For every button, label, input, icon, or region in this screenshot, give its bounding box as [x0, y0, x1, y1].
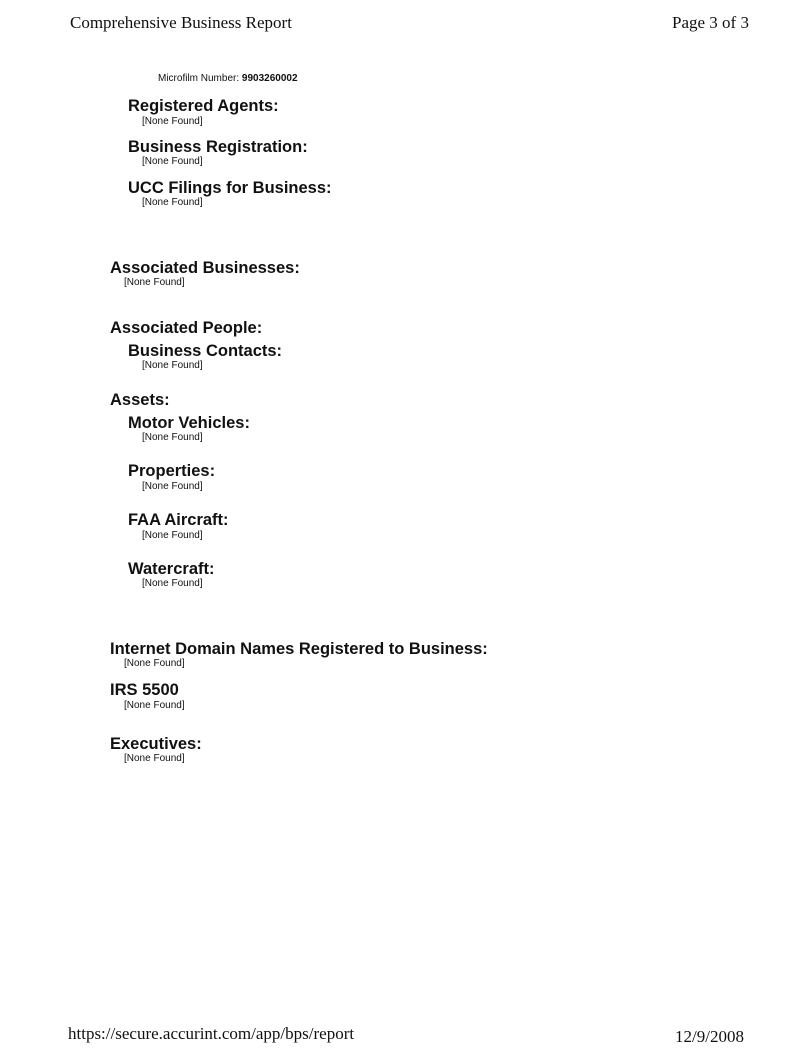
irs-5500-value: [None Found]	[124, 700, 185, 711]
ucc-filings-heading: UCC Filings for Business:	[128, 179, 332, 197]
executives-heading: Executives:	[110, 735, 202, 753]
associated-businesses-heading: Associated Businesses:	[110, 259, 300, 277]
page-number: Page 3 of 3	[672, 13, 749, 32]
registered-agents-value: [None Found]	[142, 116, 203, 127]
report-title: Comprehensive Business Report	[70, 13, 292, 32]
internet-domains-value: [None Found]	[124, 658, 185, 669]
business-contacts-value: [None Found]	[142, 360, 203, 371]
faa-aircraft-value: [None Found]	[142, 530, 203, 541]
motor-vehicles-heading: Motor Vehicles:	[128, 414, 250, 432]
business-registration-value: [None Found]	[142, 156, 203, 167]
associated-businesses-value: [None Found]	[124, 277, 185, 288]
business-registration-heading: Business Registration:	[128, 138, 308, 156]
business-contacts-heading: Business Contacts:	[128, 342, 283, 360]
ucc-filings-value: [None Found]	[142, 197, 203, 208]
faa-aircraft-heading: FAA Aircraft:	[128, 511, 229, 529]
microfilm-number: 9903260002	[241, 73, 298, 84]
watercraft-value: [None Found]	[142, 578, 203, 589]
watercraft-heading: Watercraft:	[128, 560, 215, 578]
executives-value: [None Found]	[124, 753, 185, 764]
footer-date: 12/9/2008	[675, 1027, 744, 1046]
associated-people-heading: Associated People:	[110, 319, 263, 337]
microfilm-label: Microfilm Number:	[158, 73, 240, 84]
microfilm-line	[158, 73, 298, 85]
registered-agents-heading: Registered Agents:	[128, 97, 279, 115]
properties-value: [None Found]	[142, 481, 203, 492]
irs-5500-heading: IRS 5500	[110, 681, 179, 699]
assets-heading: Assets:	[110, 391, 170, 409]
motor-vehicles-value: [None Found]	[142, 432, 203, 443]
internet-domains-heading: Internet Domain Names Registered to Business:	[110, 640, 488, 658]
properties-heading: Properties:	[128, 462, 216, 480]
footer-url: https://secure.accurint.com/app/bps/report	[68, 1024, 355, 1043]
